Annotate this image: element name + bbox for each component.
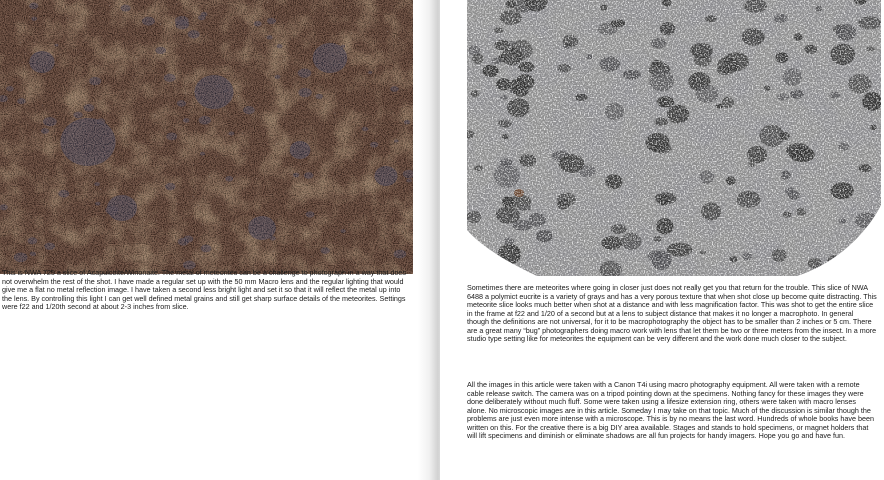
meteorite-photo-nwa-725 — [0, 0, 413, 274]
meteorite-texture-right — [467, 0, 881, 276]
meteorite-texture-left — [0, 0, 413, 274]
left-photo-caption: This is NWA 725 a slice of Acapulcoite/Winonaite. The metal of meteorites can be a challenge to photograph in a way that does not overwhelm the rest of the shot. I have made a regular set up with the 50 mm Macro lens and the regular lighting that would give me a flat no metal reflection image. I have taken a second less bright light and set it so that it will reflect the metal up into the lens. By controlling this light I can get well defined metal grains and still get sharp surface details of the meteorites. Settings were f22 and 1/20th second at about 2-3 inches from slice. — [2, 268, 406, 311]
gray-clast — [844, 261, 852, 268]
left-page — [0, 0, 430, 480]
gray-clast — [863, 243, 874, 250]
right-page — [440, 0, 884, 480]
meteorite-photo-nwa-6488 — [467, 0, 881, 276]
right-photo-paragraph-2: All the images in this article were taken with a Canon T4i using macro photography equipment. All were taken with a remote cable release switch. The camera was on a tripod pointing down at the specimens. Nothing fancy for these images they were done deliberately without much fluff. Some were taken using a lifesize extension ring, others were taken with macro lenses alone. No microscopic images are in this article. Someday I may take on that topic. Much of the discussion is similar though the problems are just even more intense with a microscope. This is by no means the last word. Hundreds of whole books have been written on this. For the creative there is a big DIY area available. Stages and stands to hold specimens, or magnet holders that will lift specimens and diminish or eliminate shadows are all fun projects for handy imagers. Hope you go and have fun. — [467, 380, 874, 440]
right-photo-paragraph-1: Sometimes there are meteorites where going in closer just does not really get you that return for the trouble. This slice of NWA 6488 a polymict eucrite is a variety of grays and has a very porous texture that when shot close up become quite distracting. This meteorite slice looks much better when shot at a distance and with less magnification factor. This was shot to get the entire slice in the frame at f22 and 1/20 of a second but at a lens to subject distance that makes it no longer a macrophoto. In general though the definitions are not universal, for it to be macrophotography the object has to be smaller than 2 inches or 5 cm. There are a great many “bug” photographers doing macro work with lens that let them be two or three meters from the insect. In a more studio type setting like for meteorites the equipment can be very different and the work done much closer to the subject. — [467, 283, 877, 343]
gray-clast — [467, 264, 478, 276]
